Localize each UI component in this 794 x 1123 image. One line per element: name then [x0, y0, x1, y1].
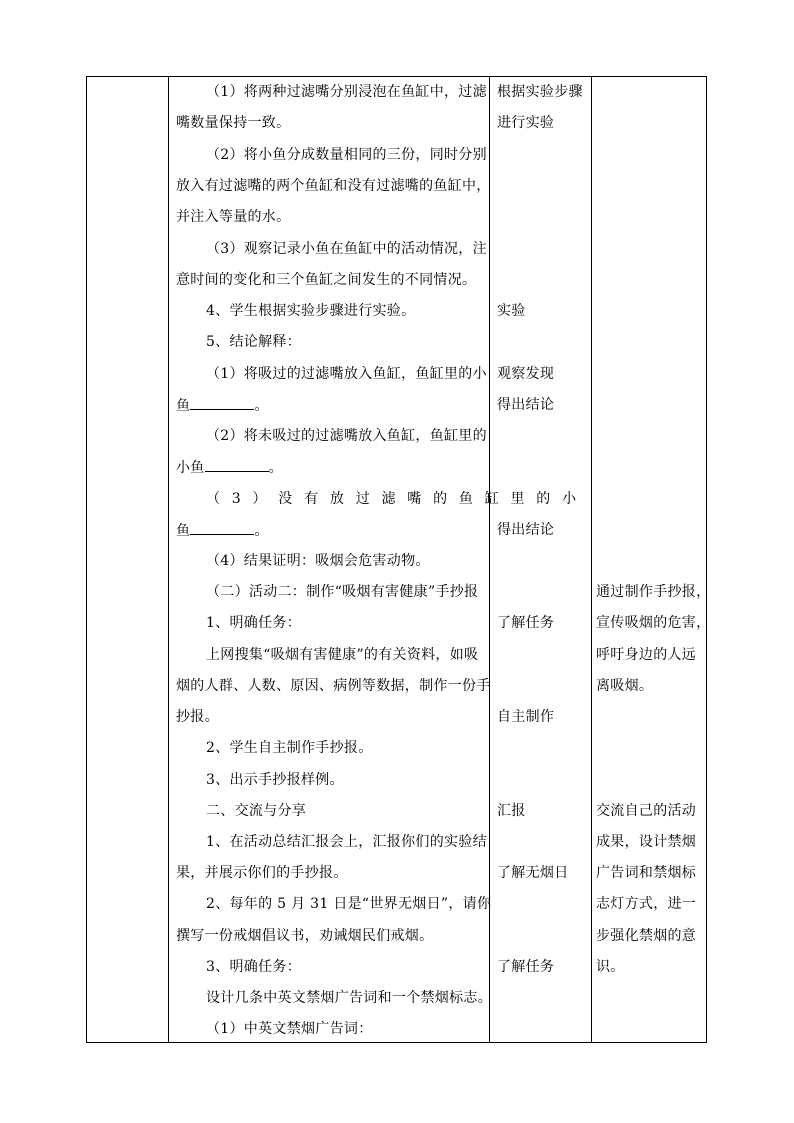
step-line: 2、学生自主制作手抄报。	[206, 740, 373, 756]
step-line: 果，并展示你们的手抄报。	[176, 865, 348, 881]
design-intent: 呼吁身边的人远	[596, 647, 697, 663]
step-text: 。	[254, 523, 269, 539]
student-activity: 得出结论	[497, 522, 555, 538]
step-line: 1、在活动总结汇报会上，汇报你们的实验结	[206, 834, 487, 850]
step-line: （1）中英文禁烟广告词：	[206, 1021, 373, 1037]
answer-blank	[190, 397, 254, 410]
answer-blank	[205, 459, 269, 472]
student-activity: 进行实验	[497, 115, 555, 131]
design-intent: 成果，设计禁烟	[596, 834, 697, 850]
step-line: （4）结果证明：吸烟会危害动物。	[206, 553, 430, 569]
design-intent: 广告词和禁烟标	[596, 865, 697, 881]
student-activity: 实验	[497, 303, 526, 319]
step-line: （3）没有放过滤嘴的鱼缸里的小	[206, 491, 588, 507]
step-line: （2）将未吸过的过滤嘴放入鱼缸，鱼缸里的	[206, 428, 487, 444]
design-intent: 识。	[596, 959, 625, 975]
design-intent: 志灯方式，进一	[596, 896, 697, 912]
fill-blank-line	[176, 459, 283, 476]
fill-blank-line	[176, 397, 269, 414]
step-line: 设计几条中英文禁烟广告词和一个禁烟标志。	[206, 990, 492, 1006]
step-line: 放入有过滤嘴的两个鱼缸和没有过滤嘴的鱼缸中，	[176, 178, 491, 194]
step-line: （1）将两种过滤嘴分别浸泡在鱼缸中，过滤	[206, 84, 487, 100]
step-line: 二、交流与分享	[206, 803, 307, 819]
step-line: 5、结论解释：	[206, 334, 302, 350]
student-activity: 了解任务	[497, 615, 555, 631]
step-line: 嘴数量保持一致。	[176, 115, 291, 131]
step-line: 抄报。	[176, 709, 219, 725]
student-activity: 了解任务	[497, 959, 555, 975]
fill-blank-line	[176, 522, 269, 539]
step-text: 小鱼	[176, 460, 205, 476]
step-line: 上网搜集“吸烟有害健康”的有关资料，如吸	[206, 647, 479, 663]
step-line: （1）将吸过的过滤嘴放入鱼缸，鱼缸里的小	[206, 366, 487, 382]
student-activity: 根据实验步骤	[497, 84, 583, 100]
student-activity: 了解无烟日	[497, 865, 569, 881]
design-intent: 通过制作手抄报，	[596, 584, 711, 600]
step-text: 鱼	[176, 523, 191, 539]
column-divider	[168, 77, 169, 1042]
step-text: 。	[268, 460, 283, 476]
step-line: 烟的人群、人数、原因、病例等数据，制作一份手	[176, 678, 491, 694]
step-line: （2）将小鱼分成数量相同的三份，同时分别	[206, 147, 487, 163]
student-activity: 汇报	[497, 803, 526, 819]
step-text: 鱼	[176, 398, 191, 414]
step-line: （二）活动二：制作“吸烟有害健康”手抄报	[206, 584, 479, 600]
design-intent: 步强化禁烟的意	[596, 928, 697, 944]
design-intent: 交流自己的活动	[596, 803, 697, 819]
design-intent: 离吸烟。	[596, 678, 654, 694]
student-activity: 自主制作	[497, 709, 555, 725]
step-line: 2、每年的 5 月 31 日是“世界无烟日”，请你	[206, 896, 492, 912]
step-line: 4、学生根据实验步骤进行实验。	[206, 303, 416, 319]
design-intent: 宣传吸烟的危害，	[596, 615, 711, 631]
step-line: 3、明确任务：	[206, 959, 302, 975]
step-line: 意时间的变化和三个鱼缸之间发生的不同情况。	[176, 272, 477, 288]
step-line: 1、明确任务：	[206, 615, 302, 631]
answer-blank	[190, 522, 254, 535]
step-line: 并注入等量的水。	[176, 209, 291, 225]
student-activity: 观察发现	[497, 366, 555, 382]
column-divider	[591, 77, 592, 1042]
step-line: 撰写一份戒烟倡议书，劝诫烟民们戒烟。	[176, 928, 434, 944]
step-line: 3、出示手抄报样例。	[206, 772, 344, 788]
student-activity: 得出结论	[497, 397, 555, 413]
step-text: 。	[254, 398, 269, 414]
step-line: （3）观察记录小鱼在鱼缸中的活动情况，注	[206, 241, 487, 257]
